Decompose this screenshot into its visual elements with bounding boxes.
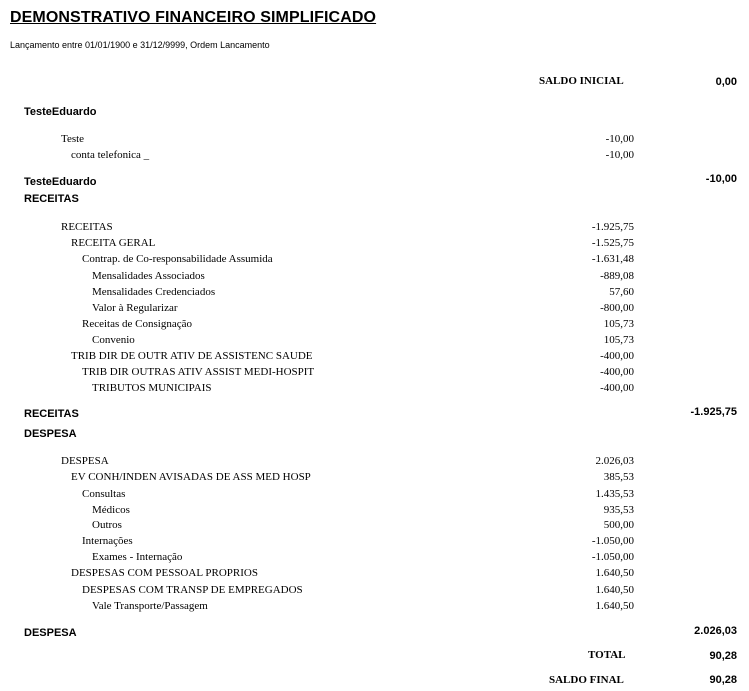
line-label: Valor à Regularizar bbox=[92, 302, 178, 314]
line-label: Vale Transporte/Passagem bbox=[92, 600, 208, 612]
line-value: -1.525,75 bbox=[591, 237, 634, 249]
line-value: 2.026,03 bbox=[595, 455, 634, 467]
section-total-receitas: -1.925,75 bbox=[690, 406, 737, 418]
report-subtitle: Lançamento entre 01/01/1900 e 31/12/9999, Ordem Lancamento bbox=[10, 40, 270, 50]
section-header-testeeduardo: TesteEduardo bbox=[24, 106, 97, 118]
line-value: -1.925,75 bbox=[591, 221, 634, 233]
line-value: 1.640,50 bbox=[595, 584, 634, 596]
line-label: Contrap. de Co-responsabilidade Assumida bbox=[82, 253, 273, 265]
line-label: Convenio bbox=[92, 334, 135, 346]
line-label: Internações bbox=[82, 535, 133, 547]
line-label: DESPESA bbox=[61, 455, 109, 467]
line-value: -400,00 bbox=[600, 382, 634, 394]
line-label: TRIBUTOS MUNICIPAIS bbox=[92, 382, 212, 394]
line-value: -400,00 bbox=[600, 350, 634, 362]
saldo-inicial-value: 0,00 bbox=[715, 76, 737, 88]
line-label: Outros bbox=[92, 519, 122, 531]
line-value: 1.435,53 bbox=[595, 488, 634, 500]
section-footer-despesa: DESPESA bbox=[24, 627, 77, 639]
line-label: TRIB DIR OUTRAS ATIV ASSIST MEDI-HOSPIT bbox=[82, 366, 315, 378]
saldo-inicial-label: SALDO INICIAL bbox=[539, 75, 624, 87]
line-value: -400,00 bbox=[600, 366, 634, 378]
line-value: 105,73 bbox=[603, 334, 634, 346]
line-label: DESPESAS COM PESSOAL PROPRIOS bbox=[71, 567, 258, 579]
section-footer-testeeduardo: TesteEduardo bbox=[24, 176, 97, 188]
line-value: 385,53 bbox=[603, 471, 634, 483]
line-label: Receitas de Consignação bbox=[82, 318, 192, 330]
line-value: 935,53 bbox=[603, 504, 634, 516]
line-label: RECEITAS bbox=[61, 221, 113, 233]
line-label: Consultas bbox=[82, 488, 126, 500]
section-total-despesa: 2.026,03 bbox=[694, 625, 737, 637]
line-value: 1.640,50 bbox=[595, 567, 634, 579]
line-value: -1.050,00 bbox=[591, 535, 634, 547]
line-label: EV CONH/INDEN AVISADAS DE ASS MED HOSP bbox=[71, 471, 311, 483]
section-footer-receitas: RECEITAS bbox=[24, 408, 79, 420]
line-label: DESPESAS COM TRANSP DE EMPREGADOS bbox=[82, 584, 303, 596]
line-label: Médicos bbox=[92, 504, 130, 516]
line-label: Teste bbox=[61, 133, 85, 145]
line-value: 57,60 bbox=[609, 286, 634, 298]
line-value: -1.050,00 bbox=[591, 551, 634, 563]
line-label: TRIB DIR DE OUTR ATIV DE ASSISTENC SAUDE bbox=[71, 350, 313, 362]
line-value: 105,73 bbox=[603, 318, 634, 330]
line-value: 1.640,50 bbox=[595, 600, 634, 612]
total-value: 90,28 bbox=[709, 650, 737, 662]
line-value: -10,00 bbox=[605, 133, 634, 145]
line-label: Exames - Internação bbox=[92, 551, 183, 563]
line-label: Mensalidades Credenciados bbox=[92, 286, 216, 298]
section-total-testeeduardo: -10,00 bbox=[705, 173, 737, 185]
saldo-final-value: 90,28 bbox=[709, 674, 737, 686]
total-label: TOTAL bbox=[588, 649, 626, 661]
line-label: Mensalidades Associados bbox=[92, 270, 205, 282]
section-header-despesa: DESPESA bbox=[24, 428, 77, 440]
saldo-final-label: SALDO FINAL bbox=[549, 674, 624, 686]
line-label: conta telefonica _ bbox=[71, 149, 150, 161]
line-value: 500,00 bbox=[603, 519, 634, 531]
report-title: DEMONSTRATIVO FINANCEIRO SIMPLIFICADO bbox=[10, 9, 377, 26]
line-label: RECEITA GERAL bbox=[71, 237, 156, 249]
line-value: -889,08 bbox=[600, 270, 634, 282]
line-value: -800,00 bbox=[600, 302, 634, 314]
line-value: -10,00 bbox=[605, 149, 634, 161]
section-header-receitas: RECEITAS bbox=[24, 193, 79, 205]
line-value: -1.631,48 bbox=[591, 253, 634, 265]
